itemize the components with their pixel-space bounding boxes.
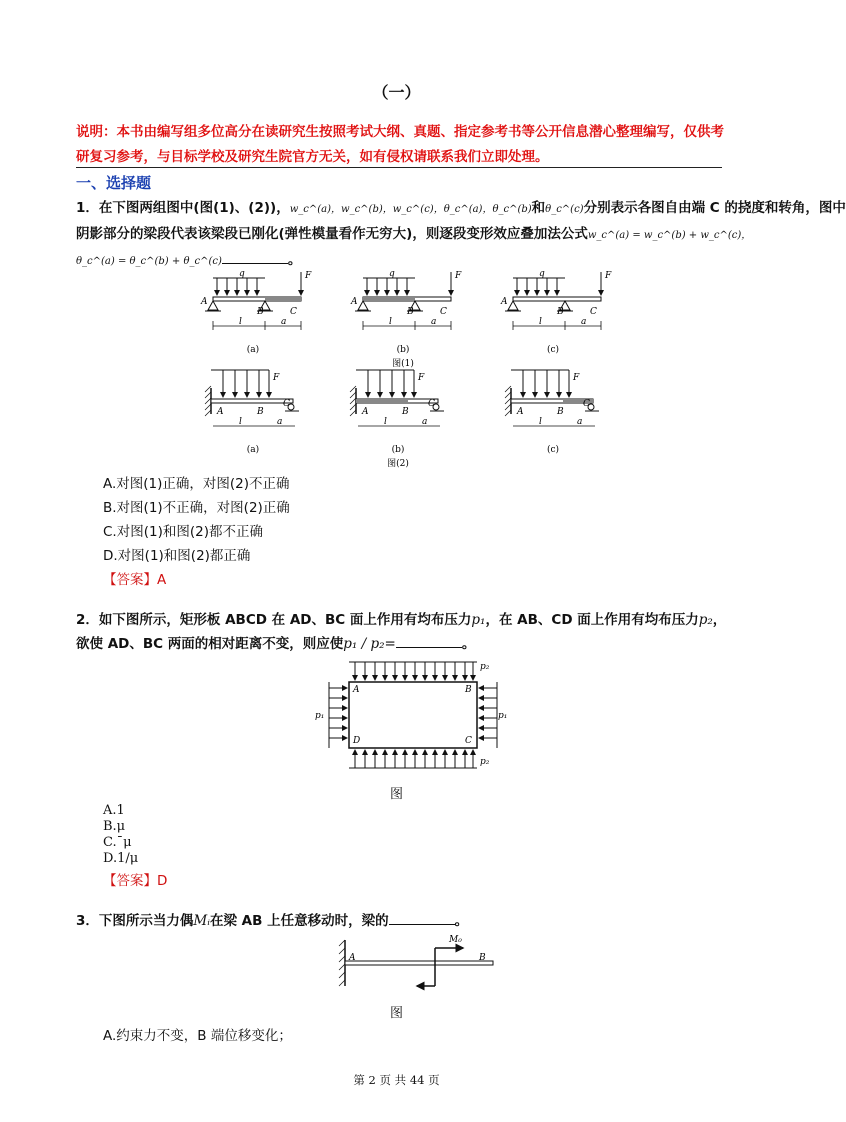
q1-answer-blank bbox=[222, 249, 288, 264]
label-p2-top: p₂ bbox=[480, 662, 490, 672]
label-A: A bbox=[353, 685, 360, 695]
label-l: l bbox=[539, 317, 542, 327]
fig1-beam-b bbox=[350, 269, 462, 369]
q2-option-b[interactable]: B.μ bbox=[103, 819, 126, 834]
label-a: a bbox=[577, 417, 583, 427]
sub-label-b: (b) bbox=[391, 445, 405, 455]
label-l: l bbox=[239, 417, 242, 427]
q2-ratio: p₁ / p₂= bbox=[343, 636, 396, 652]
fig2-beam-a bbox=[205, 370, 299, 455]
q1-symbols: w_c^(a)，w_c^(b)，w_c^(c)，θ_c^(a)，θ_c^(b) bbox=[289, 204, 532, 215]
q1-figures bbox=[195, 264, 625, 474]
q1-end: 。 bbox=[287, 252, 302, 268]
question-1-text bbox=[76, 196, 846, 274]
label-B: B bbox=[402, 407, 409, 417]
label-F: F bbox=[573, 373, 580, 383]
label-F: F bbox=[418, 373, 425, 383]
page-title: （一） bbox=[372, 83, 421, 102]
rigid-segment bbox=[265, 297, 301, 301]
q1-formula1: w_c^(a) = w_c^(b) + w_c^(c)， bbox=[587, 230, 752, 241]
q1-line2: 阴影部分的梁段代表该梁段已刚化(弹性模量看作无穷大)，则逐段变形效应叠加法公式 bbox=[76, 226, 588, 242]
q2-answer-blank bbox=[396, 633, 462, 648]
label-C: C bbox=[440, 307, 447, 317]
label-C: C bbox=[428, 399, 435, 409]
q2-option-d[interactable]: D.1/μ bbox=[103, 851, 139, 866]
label-B: B bbox=[479, 953, 486, 963]
label-a: a bbox=[281, 317, 287, 327]
q2-figure bbox=[313, 656, 508, 774]
label-l: l bbox=[539, 417, 542, 427]
label-A: A bbox=[349, 953, 356, 963]
q2-end: 。 bbox=[461, 636, 476, 652]
label-B: B bbox=[465, 685, 472, 695]
rectangular-plate bbox=[349, 682, 477, 748]
label-B: B bbox=[557, 307, 564, 317]
fig2-beam-b bbox=[350, 370, 444, 469]
rigid-segment bbox=[356, 399, 408, 403]
sub-label-c: (c) bbox=[546, 445, 560, 455]
label-A: A bbox=[217, 407, 224, 417]
label-C: C bbox=[590, 307, 597, 317]
q2-p1: p₁ bbox=[471, 612, 486, 628]
label-A: A bbox=[362, 407, 369, 417]
label-a: a bbox=[277, 417, 283, 427]
figure-1-caption: 图(1) bbox=[392, 359, 414, 369]
q1-answer: 【答案】A bbox=[103, 572, 167, 588]
label-B: B bbox=[257, 407, 264, 417]
q1-sym-last: θ_c^(c) bbox=[545, 204, 584, 215]
fig2-beam-c bbox=[505, 370, 599, 455]
label-C: C bbox=[583, 399, 590, 409]
figure-1-row bbox=[200, 269, 612, 369]
label-a: a bbox=[422, 417, 428, 427]
q2-figure-caption: 图 bbox=[389, 787, 403, 802]
q2-line1-end: ， bbox=[712, 612, 727, 628]
label-p1-right: p₁ bbox=[498, 711, 508, 721]
label-A: A bbox=[517, 407, 524, 417]
label-B: B bbox=[257, 307, 264, 317]
q3-answer-blank bbox=[389, 910, 455, 925]
label-C: C bbox=[283, 399, 290, 409]
label-p2-bottom: p₂ bbox=[480, 757, 490, 767]
q1-option-d[interactable]: D.对图(1)和图(2)都正确 bbox=[103, 548, 251, 564]
label-a: a bbox=[431, 317, 437, 327]
label-F: F bbox=[455, 271, 462, 281]
label-A: A bbox=[201, 297, 208, 307]
label-F: F bbox=[605, 271, 612, 281]
q2-line2: 欲使 AD、BC 两面的相对距离不变，则应使 bbox=[76, 636, 344, 652]
sub-label-a: (a) bbox=[246, 445, 260, 455]
q2-mid: ，在 AB、CD 面上作用有均布压力 bbox=[485, 612, 699, 628]
fig1-beam-c bbox=[500, 269, 612, 355]
q1-line1-end: 分别表示各图自由端 C 的挠度和转角，图中 bbox=[583, 200, 846, 216]
q1-and: 和 bbox=[531, 200, 546, 216]
sub-label-b: (b) bbox=[396, 345, 410, 355]
section-heading: 一、选择题 bbox=[76, 174, 152, 192]
divider bbox=[76, 167, 722, 168]
q1-options bbox=[103, 472, 290, 592]
question-2-text bbox=[76, 608, 726, 656]
label-l: l bbox=[384, 417, 387, 427]
label-B: B bbox=[557, 407, 564, 417]
rigid-segment bbox=[363, 297, 415, 301]
label-q: q bbox=[539, 269, 545, 279]
figure-2-row bbox=[205, 370, 599, 469]
figure-2-caption: 图(2) bbox=[387, 459, 409, 469]
q3-figure-caption: 图 bbox=[389, 1006, 403, 1021]
q1-option-b[interactable]: B.对图(1)不正确，对图(2)正确 bbox=[103, 500, 290, 516]
sub-label-a: (a) bbox=[246, 345, 260, 355]
label-M0: M₀ bbox=[449, 935, 462, 945]
label-p1-left: p₁ bbox=[315, 711, 325, 721]
q3-end: 。 bbox=[454, 913, 469, 929]
label-l: l bbox=[239, 317, 242, 327]
q1-line1: 1．在下图两组图中(图(1)、(2))， bbox=[76, 200, 290, 216]
q1-option-a[interactable]: A.对图(1)正确，对图(2)不正确 bbox=[103, 476, 290, 492]
q2-answer: 【答案】D bbox=[103, 873, 168, 889]
disclaimer-notice: 说明：本书由编写组多位高分在读研究生按照考试大纲、真题、指定参考书等公开信息潜心整理编写，仅供考研复习参考，与目标学校及研究生院官方无关，如有侵权请联系我们立即处理。 bbox=[76, 124, 724, 165]
q2-option-c[interactable]: C.¯μ bbox=[103, 835, 132, 850]
q3-line1-end: 在梁 AB 上任意移动时，梁的 bbox=[209, 913, 389, 929]
label-C: C bbox=[290, 307, 297, 317]
label-A: A bbox=[501, 297, 508, 307]
label-q: q bbox=[389, 269, 395, 279]
q2-p2: p₂ bbox=[698, 612, 713, 628]
q2-line1: 2．如下图所示，矩形板 ABCD 在 AD、BC 面上作用有均布压力 bbox=[76, 612, 472, 628]
label-F: F bbox=[273, 373, 280, 383]
q2-option-a[interactable]: A.1 bbox=[103, 803, 125, 818]
q1-option-c[interactable]: C.对图(1)和图(2)都不正确 bbox=[103, 524, 263, 540]
sub-label-c: (c) bbox=[546, 345, 560, 355]
q1-formula2: θ_c^(a) = θ_c^(b) + θ_c^(c) bbox=[76, 256, 222, 267]
label-q: q bbox=[239, 269, 245, 279]
label-B: B bbox=[407, 307, 414, 317]
page-footer: 第 2 页 共 44 页 bbox=[353, 1073, 440, 1087]
fig1-beam-a bbox=[200, 269, 312, 355]
label-a: a bbox=[581, 317, 587, 327]
q3-line1: 3．下图所示当力偶 bbox=[76, 913, 194, 929]
label-C: C bbox=[465, 736, 472, 746]
label-A: A bbox=[351, 297, 358, 307]
q3-m: Mᵢ bbox=[193, 913, 210, 929]
q3-figure bbox=[333, 930, 503, 996]
q2-options bbox=[103, 803, 138, 867]
label-D: D bbox=[353, 736, 361, 746]
label-F: F bbox=[305, 271, 312, 281]
q3-option-a[interactable]: A.约束力不变，B 端位移变化； bbox=[103, 1028, 292, 1044]
label-l: l bbox=[389, 317, 392, 327]
